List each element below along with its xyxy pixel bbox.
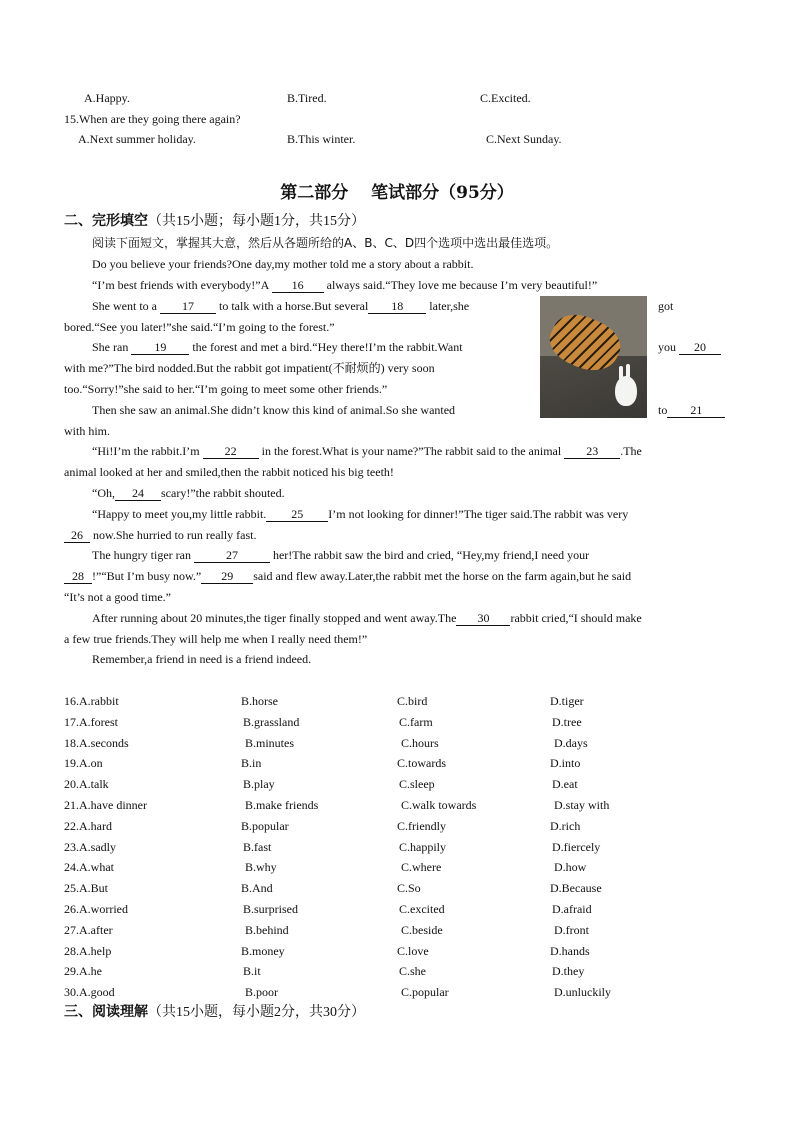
option-19-b[interactable]: B.in [241,756,262,770]
option-17-c[interactable]: C.farm [399,715,433,729]
option-20-a[interactable]: 20.A.talk [64,777,109,791]
option-27-c[interactable]: C.beside [401,923,443,937]
blank-18[interactable]: 18 [368,300,426,314]
instruction: 阅读下面短文，掌握其大意，然后从各题所给的A、B、C、D四个选项中选出最佳选项。 [92,236,559,250]
blank-22[interactable]: 22 [203,445,259,459]
option-30-b[interactable]: B.poor [245,985,278,999]
q15-stem: 15.When are they going there again? [64,112,241,126]
passage-line-19: a few true friends.They will help me when I really need them!” [64,632,368,646]
passage-line-14: 26 now.She hurried to run really fast. [64,528,257,543]
blank-23[interactable]: 23 [564,445,620,459]
option-17-d[interactable]: D.tree [552,715,582,729]
option-29-b[interactable]: B.it [243,964,261,978]
option-18-a[interactable]: 18.A.seconds [64,736,129,750]
section2-heading [64,212,365,231]
blank-27[interactable]: 27 [194,549,270,563]
passage-line-3: She went to a 17 to talk with a horse.But several 18 later,she [92,299,470,313]
option-28-a[interactable]: 28.A.help [64,944,112,958]
option-24-a[interactable]: 24.A.what [64,860,114,874]
q14-option-a: A.Happy. [84,91,130,105]
passage-line-15: The hungry tiger ran 27 her!The rabbit saw the bird and cried, “Hey,my friend,I need your [92,548,590,562]
option-18-d[interactable]: D.days [554,736,588,750]
blank-21[interactable]: 21 [667,404,725,418]
passage-line-8: Then she saw an animal.She didn’t know this kind of animal.So she wanted [92,403,456,417]
part-title: 第二部分 笔试部分（95分） [280,183,514,203]
option-23-c[interactable]: C.happily [399,840,446,854]
option-27-b[interactable]: B.behind [245,923,289,937]
blank-28[interactable]: 28 [64,570,92,584]
option-21-c[interactable]: C.walk towards [401,798,477,812]
option-22-c[interactable]: C.friendly [397,819,446,833]
option-25-d[interactable]: D.Because [550,881,602,895]
option-23-a[interactable]: 23.A.sadly [64,840,116,854]
option-22-d[interactable]: D.rich [550,819,581,833]
passage-line-7: too.“Sorry!”she said to her.“I’m going to meet some other friends.” [64,382,388,396]
section3-title: 三、阅读理解 [64,1004,148,1020]
section2-title: 二、完形填空 [64,213,148,229]
blank-25[interactable]: 25 [266,508,328,522]
passage-line-9: with him. [64,424,111,438]
q15-option-c: C.Next Sunday. [486,132,562,146]
option-26-c[interactable]: C.excited [399,902,445,916]
option-16-c[interactable]: C.bird [397,694,428,708]
option-29-a[interactable]: 29.A.he [64,964,102,978]
passage-line-4: bored.“See you later!”she said.“I’m going to the forest.” [64,320,335,334]
passage-line-2: “I’m best friends with everybody!”A 16 always said.“They love me because I’m very beautiful!” [92,278,598,292]
section3-note: （共15小题，每小题2分，共30分） [148,1005,365,1020]
option-25-c[interactable]: C.So [397,881,421,895]
option-24-d[interactable]: D.how [554,860,587,874]
option-28-d[interactable]: D.hands [550,944,590,958]
section3-heading [64,1003,365,1022]
passage-line-1: Do you believe your friends?One day,my mother told me a story about a rabbit. [92,257,474,271]
option-23-b[interactable]: B.fast [243,840,272,854]
option-24-c[interactable]: C.where [401,860,442,874]
blank-29[interactable]: 29 [201,570,253,584]
option-21-d[interactable]: D.stay with [554,798,610,812]
option-25-a[interactable]: 25.A.But [64,881,109,895]
option-20-b[interactable]: B.play [243,777,275,791]
blank-20[interactable]: 20 [679,341,721,355]
blank-16[interactable]: 16 [272,279,324,293]
blank-24[interactable]: 24 [115,487,161,501]
q15-option-a: A.Next summer holiday. [78,132,196,146]
blank-19[interactable]: 19 [131,341,189,355]
option-16-a[interactable]: 16.A.rabbit [64,694,119,708]
option-22-b[interactable]: B.popular [241,819,289,833]
passage-line-3-end: got [658,299,674,313]
option-29-c[interactable]: C.she [399,964,426,978]
passage-line-20: Remember,a friend in need is a friend indeed. [92,652,312,666]
section2-note: （共15小题；每小题1分，共15分） [148,214,365,229]
option-23-d[interactable]: D.fiercely [552,840,601,854]
q15-option-b: B.This winter. [287,132,356,146]
option-16-d[interactable]: D.tiger [550,694,584,708]
option-30-d[interactable]: D.unluckily [554,985,611,999]
passage-line-12: “Oh, 24 scary!”the rabbit shouted. [92,486,285,500]
passage-line-18: After running about 20 minutes,the tiger finally stopped and went away.The 30 rabbit cried,“I should make [92,611,642,625]
option-27-a[interactable]: 27.A.after [64,923,113,937]
tiger-rabbit-photo [540,296,647,418]
option-19-a[interactable]: 19.A.on [64,756,103,770]
option-26-b[interactable]: B.surprised [243,902,298,916]
option-26-a[interactable]: 26.A.worried [64,902,128,916]
blank-30[interactable]: 30 [456,612,510,626]
passage-line-11: animal looked at her and smiled,then the rabbit noticed his big teeth! [64,465,394,479]
option-20-c[interactable]: C.sleep [399,777,435,791]
option-20-d[interactable]: D.eat [552,777,578,791]
option-18-c[interactable]: C.hours [401,736,439,750]
passage-line-17: “It’s not a good time.” [64,590,171,604]
option-16-b[interactable]: B.horse [241,694,278,708]
option-19-d[interactable]: D.into [550,756,581,770]
passage-line-13: “Happy to meet you,my little rabbit. 25 I’m not looking for dinner!”The tiger said.The rabbit was very [92,507,629,521]
passage-line-16: 28 !”“But I’m busy now.” 29 said and flew away.Later,the rabbit met the horse on the farm again,but he said [64,569,631,584]
option-22-a[interactable]: 22.A.hard [64,819,112,833]
passage-line-5-end: you 20 [658,340,721,355]
blank-26[interactable]: 26 [64,529,90,543]
option-30-c[interactable]: C.popular [401,985,449,999]
option-17-a[interactable]: 17.A.forest [64,715,118,729]
option-27-d[interactable]: D.front [554,923,589,937]
option-17-b[interactable]: B.grassland [243,715,300,729]
option-28-b[interactable]: B.money [241,944,285,958]
passage-line-5: She ran 19 the forest and met a bird.“Hey there!I’m the rabbit.Want [92,340,463,354]
q14-option-b: B.Tired. [287,91,327,105]
option-29-d[interactable]: D.they [552,964,585,978]
option-21-a[interactable]: 21.A.have dinner [64,798,147,812]
blank-17[interactable]: 17 [160,300,216,314]
option-24-b[interactable]: B.why [245,860,277,874]
option-28-c[interactable]: C.love [397,944,429,958]
option-19-c[interactable]: C.towards [397,756,446,770]
option-21-b[interactable]: B.make friends [245,798,319,812]
passage-line-8-end: to 21 [658,403,725,418]
option-25-b[interactable]: B.And [241,881,273,895]
q14-option-c: C.Excited. [480,91,531,105]
passage-line-10: “Hi!I’m the rabbit.I’m 22 in the forest.What is your name?”The rabbit said to the animal 23 .The [92,444,642,458]
option-26-d[interactable]: D.afraid [552,902,592,916]
passage-line-6: with me?”The bird nodded.But the rabbit got impatient(不耐烦的) very soon [64,361,435,375]
option-30-a[interactable]: 30.A.good [64,985,115,999]
option-18-b[interactable]: B.minutes [245,736,295,750]
